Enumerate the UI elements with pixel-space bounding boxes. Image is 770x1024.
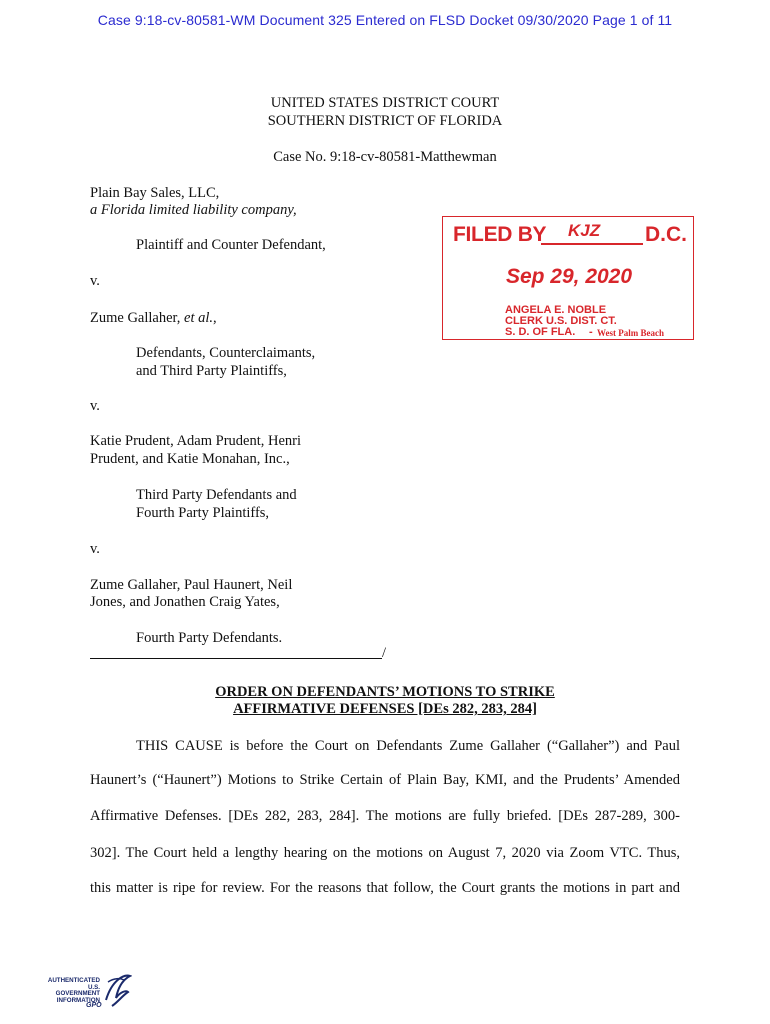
- gpo-authentication-seal: [44, 968, 134, 1014]
- party1-description: a Florida limited liability company,: [90, 202, 297, 218]
- court-district: SOUTHERN DISTRICT OF FLORIDA: [267, 113, 503, 129]
- party4-line2: Jones, and Jonathen Craig Yates,: [90, 594, 280, 610]
- order-title-line2: AFFIRMATIVE DEFENSES [DEs 282, 283, 284]: [233, 701, 537, 717]
- versus-2: v.: [90, 398, 100, 414]
- body-line-4: 302]. The Court held a lengthy hearing on the motions on August 7, 2020 via Zoom VTC. Thus,: [90, 845, 680, 861]
- body-line-2: Haunert’s (“Haunert”) Motions to Strike Certain of Plain Bay, KMI, and the Prudents’ Amended: [90, 772, 680, 788]
- stamp-clerk-name: ANGELA E. NOBLE: [505, 304, 607, 316]
- party2-name: [90, 310, 217, 327]
- party1-role: Plaintiff and Counter Defendant,: [136, 237, 326, 253]
- seal-mark: GPO: [86, 1002, 102, 1009]
- stamp-filed-by: FILED BY: [453, 223, 547, 246]
- caption-end-slash: /: [382, 645, 387, 661]
- filed-stamp: [442, 216, 694, 340]
- stamp-clerk-title: CLERK U.S. DIST. CT.: [505, 315, 617, 327]
- caption-rule: [90, 658, 382, 659]
- versus-3: v.: [90, 541, 100, 557]
- seal-text: [44, 978, 100, 1004]
- seal-line3: INFORMATION: [56, 996, 100, 1004]
- order-title-line1: ORDER ON DEFENDANTS’ MOTIONS TO STRIKE: [215, 684, 555, 700]
- party2-et-al: et al.: [184, 310, 214, 326]
- stamp-division: West Palm Beach: [597, 328, 664, 338]
- party4-line1: Zume Gallaher, Paul Haunert, Neil: [90, 577, 293, 593]
- stamp-date: Sep 29, 2020: [505, 265, 633, 288]
- party2-name-text: Zume Gallaher,: [90, 310, 185, 326]
- party3-line1: Katie Prudent, Adam Prudent, Henri: [90, 433, 302, 449]
- party2-role-line2: and Third Party Plaintiffs,: [136, 363, 287, 379]
- party2-role-line1: Defendants, Counterclaimants,: [136, 345, 316, 361]
- party2-name-comma: ,: [213, 310, 217, 326]
- seal-line2: U.S. GOVERNMENT: [55, 983, 100, 998]
- eagle-icon: [102, 970, 132, 1012]
- stamp-initials-line: [541, 243, 643, 245]
- stamp-dc: D.C.: [645, 223, 687, 246]
- stamp-initials: KJZ: [568, 221, 601, 240]
- body-line-1: THIS CAUSE is before the Court on Defendants Zume Gallaher (“Gallaher”) and Paul: [136, 738, 680, 754]
- court-name: UNITED STATES DISTRICT COURT: [270, 95, 500, 111]
- docket-header: Case 9:18-cv-80581-WM Document 325 Entered on FLSD Docket 09/30/2020 Page 1 of 11: [97, 12, 673, 28]
- body-line-3: Affirmative Defenses. [DEs 282, 283, 284]. The motions are fully briefed. [DEs 287-289, 300-: [90, 808, 680, 824]
- party3-line2: Prudent, and Katie Monahan, Inc.,: [90, 451, 290, 467]
- stamp-district: S. D. OF FLA.: [505, 326, 576, 338]
- party3-role-line2: Fourth Party Plaintiffs,: [136, 505, 270, 521]
- stamp-dash: -: [589, 326, 593, 338]
- seal-line1: AUTHENTICATED: [47, 977, 100, 984]
- case-number: Case No. 9:18-cv-80581-Matthewman: [273, 149, 497, 165]
- versus-1: v.: [90, 273, 100, 289]
- party3-role-line1: Third Party Defendants and: [136, 487, 297, 503]
- body-line-5: this matter is ripe for review. For the reasons that follow, the Court grants the motions in part and: [90, 880, 680, 896]
- party1-name: Plain Bay Sales, LLC,: [90, 185, 220, 201]
- party4-role: Fourth Party Defendants.: [136, 630, 283, 646]
